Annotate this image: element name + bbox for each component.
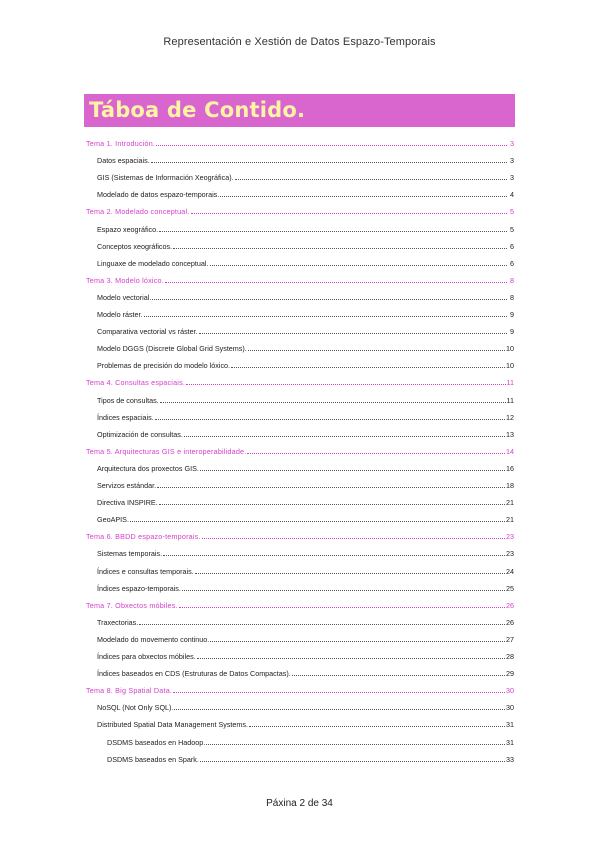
dot-leader: [186, 384, 505, 385]
toc-section-entry[interactable]: [97, 698, 514, 712]
toc-section-entry[interactable]: [97, 562, 514, 576]
toc-section-entry[interactable]: [97, 510, 514, 524]
toc-entry-page: 24: [506, 566, 514, 576]
toc-section-entry[interactable]: [97, 630, 514, 644]
toc-entry-title: Índices espazo-temporais.: [97, 583, 181, 593]
dot-leader: [160, 402, 506, 403]
dot-leader: [197, 658, 505, 659]
dot-leader: [248, 350, 505, 351]
toc-entry-title: NoSQL (Not Only SQL).: [97, 703, 174, 713]
dot-leader: [191, 213, 508, 214]
toc-entry-page: 29: [506, 669, 514, 679]
toc-entry-title: Problemas de precisión do modelo lóxico.: [97, 361, 231, 371]
toc-entry-page: 11: [506, 395, 514, 405]
toc-entry-title: Índices e consultas temporais.: [97, 566, 194, 576]
dot-leader: [157, 487, 505, 488]
toc-entry-page: 3: [510, 139, 514, 148]
dot-leader: [249, 726, 505, 727]
toc-entry-title: Tema 8. Big Spatial Data.: [86, 686, 173, 696]
dot-leader: [220, 196, 507, 197]
toc-title: Táboa de Contido.: [89, 98, 306, 122]
dot-leader: [199, 333, 507, 334]
dot-leader: [144, 316, 507, 317]
toc-entry-title: Linguaxe de modelado conceptual.: [97, 258, 209, 268]
toc-section-entry[interactable]: [97, 613, 514, 627]
toc-entry-page: 8: [510, 275, 514, 285]
toc-entry-page: 31: [506, 720, 514, 730]
toc-entry-title: Tema 6. BBDD espazo-temporais.: [86, 532, 201, 542]
toc-chapter-entry[interactable]: [86, 527, 514, 541]
dot-leader: [206, 744, 505, 745]
dot-leader: [130, 521, 505, 522]
toc-entry-title: Índices para obxectos móbiles.: [97, 652, 196, 661]
toc-entry-page: 4: [510, 190, 514, 200]
toc-entry-page: 23: [506, 549, 514, 559]
dot-leader: [156, 145, 507, 146]
toc-entry-title: Modelado do movemento continuo.: [97, 634, 210, 644]
dot-leader: [155, 419, 505, 420]
toc-entry-title: Tema 1. Introdución.: [86, 139, 156, 148]
page-footer: Páxina 2 de 34: [266, 798, 333, 809]
toc-entry-page: 8: [510, 292, 514, 302]
toc-section-entry[interactable]: [97, 715, 514, 729]
toc-entry-page: 14: [506, 446, 514, 456]
toc-section-entry[interactable]: [97, 237, 514, 251]
dot-leader: [195, 573, 505, 574]
toc-section-entry[interactable]: [107, 750, 514, 764]
toc-entry-page: 12: [506, 412, 514, 422]
toc-entry-title: GIS (Sistemas de Información Xeográfica).: [97, 173, 234, 183]
toc-entry-title: DSDMS baseados en Hadoop.: [107, 737, 206, 747]
toc-entry-page: 3: [510, 156, 514, 166]
toc-entry-title: Índices baseados en CDS (Estruturas de Datos Compactas).: [97, 669, 291, 679]
toc-entry-title: Directiva INSPIRE.: [97, 498, 158, 508]
toc-entry-title: Tema 3. Modelo lóxico.: [86, 275, 164, 285]
toc-entry-title: Tipos de consultas.: [97, 395, 159, 405]
toc-entry-page: 11: [506, 378, 514, 388]
dot-leader: [139, 624, 505, 625]
toc-section-entry[interactable]: [97, 168, 514, 182]
toc-entry-title: Modelo vectorial.: [97, 292, 152, 302]
toc-section-entry[interactable]: [97, 356, 514, 370]
toc-section-entry[interactable]: [97, 493, 514, 507]
toc-entry-page: 21: [506, 515, 514, 525]
toc-section-entry[interactable]: [97, 544, 514, 558]
toc-section-entry[interactable]: [97, 305, 514, 319]
dot-leader: [200, 761, 505, 762]
dot-leader: [163, 555, 505, 556]
toc-entry-title: Distributed Spatial Data Management Systems.: [97, 720, 249, 730]
toc-chapter-entry[interactable]: [86, 271, 514, 285]
toc-entry-page: 9: [510, 310, 514, 319]
toc-entry-title: Comparativa vectorial vs ráster.: [97, 327, 198, 337]
dot-leader: [247, 453, 505, 454]
toc-chapter-entry[interactable]: [86, 442, 514, 456]
toc-section-entry[interactable]: [97, 254, 514, 268]
toc-section-entry[interactable]: [97, 322, 514, 336]
toc-entry-page: 21: [506, 498, 514, 508]
dot-leader: [151, 162, 507, 163]
dot-leader: [184, 436, 505, 437]
toc-entry-page: 30: [506, 686, 514, 696]
toc-entry-page: 13: [506, 429, 514, 439]
toc-entry-title: Arquitectura dos proxectos GIS.: [97, 463, 199, 473]
toc-entry-title: GeoAPIS.: [97, 515, 129, 525]
toc-section-entry[interactable]: [97, 476, 514, 490]
toc-entry-title: Traxectorias.: [97, 617, 139, 627]
toc-section-entry[interactable]: [97, 425, 514, 439]
toc-entry-title: Índices espaciais.: [97, 412, 154, 422]
toc-entry-title: Tema 5. Arquitecturas GIS e interoperabilidade.: [86, 446, 247, 456]
dot-leader: [159, 504, 505, 505]
toc-entry-page: 5: [510, 207, 514, 217]
toc-entry-title: Espazo xeográfico.: [97, 224, 159, 234]
dot-leader: [159, 231, 507, 232]
page-header: Representación e Xestión de Datos Espazo-Temporais: [163, 36, 436, 48]
toc-entry-page: 23: [506, 532, 514, 542]
toc-entry-title: Sistemas temporais.: [97, 549, 163, 559]
toc-entry-page: 30: [506, 703, 514, 713]
toc-entry-page: 27: [506, 634, 514, 644]
toc-entry-page: 10: [506, 361, 514, 371]
toc-entry-page: 25: [506, 583, 514, 593]
toc-entry-title: Modelado de datos espazo-temporais.: [97, 190, 220, 200]
toc-entry-page: 6: [510, 258, 514, 268]
toc-entry-title: Modelo ráster.: [97, 310, 143, 319]
title-band: [84, 94, 515, 127]
dot-leader: [210, 641, 505, 642]
toc-entry-title: DSDMS baseados en Spark.: [107, 754, 199, 764]
toc-entry-title: Servizos estándar.: [97, 481, 157, 490]
toc-chapter-entry[interactable]: [86, 596, 514, 610]
toc-entry-title: Tema 7. Obxectos móbiles.: [86, 600, 178, 610]
toc-section-entry[interactable]: [97, 339, 514, 353]
toc-entry-title: Tema 2. Modelado conceptual.: [86, 207, 190, 217]
toc-section-entry[interactable]: [97, 459, 514, 473]
toc-entry-page: 5: [510, 224, 514, 234]
dot-leader: [235, 179, 507, 180]
dot-leader: [174, 709, 505, 710]
dot-leader: [173, 248, 507, 249]
toc-section-entry[interactable]: [97, 408, 514, 422]
toc-entry-page: 26: [506, 617, 514, 627]
dot-leader: [210, 265, 508, 266]
toc-entry-page: 9: [510, 327, 514, 337]
toc-entry-title: Optimización de consultas.: [97, 429, 183, 439]
toc-chapter-entry[interactable]: [86, 202, 514, 216]
toc-chapter-entry[interactable]: [86, 134, 514, 148]
toc-section-entry[interactable]: [97, 288, 514, 302]
toc-section-entry[interactable]: [107, 733, 514, 747]
toc-entry-page: 16: [506, 463, 514, 473]
dot-leader: [231, 367, 505, 368]
toc-chapter-entry[interactable]: [86, 373, 514, 387]
toc-entry-title: Tema 4. Consultas espaciais.: [86, 378, 186, 388]
dot-leader: [202, 538, 505, 539]
toc-section-entry[interactable]: [97, 391, 514, 405]
toc-entry-page: 3: [510, 173, 514, 183]
toc-entry-page: 31: [506, 737, 514, 747]
dot-leader: [165, 282, 507, 283]
toc-entry-page: 33: [506, 754, 514, 764]
toc-section-entry[interactable]: [97, 579, 514, 593]
toc-entry-page: 28: [506, 652, 514, 661]
toc-entry-page: 10: [506, 344, 514, 354]
dot-leader: [152, 299, 507, 300]
toc-entry-page: 6: [510, 241, 514, 251]
toc-section-entry[interactable]: [97, 220, 514, 234]
dot-leader: [179, 607, 505, 608]
toc-entry-title: Conceptos xeográficos.: [97, 241, 173, 251]
dot-leader: [173, 692, 505, 693]
toc-section-entry[interactable]: [97, 647, 514, 661]
toc-entry-page: 18: [506, 481, 514, 490]
toc-section-entry[interactable]: [97, 664, 514, 678]
dot-leader: [292, 675, 505, 676]
dot-leader: [200, 470, 505, 471]
toc-section-entry[interactable]: [97, 185, 514, 199]
toc-entry-page: 26: [506, 600, 514, 610]
toc-section-entry[interactable]: [97, 151, 514, 165]
toc-chapter-entry[interactable]: [86, 681, 514, 695]
toc-entry-title: Datos espaciais.: [97, 156, 150, 166]
dot-leader: [182, 590, 505, 591]
toc-entry-title: Modelo DGGS (Discrete Global Grid Systems).: [97, 344, 247, 354]
